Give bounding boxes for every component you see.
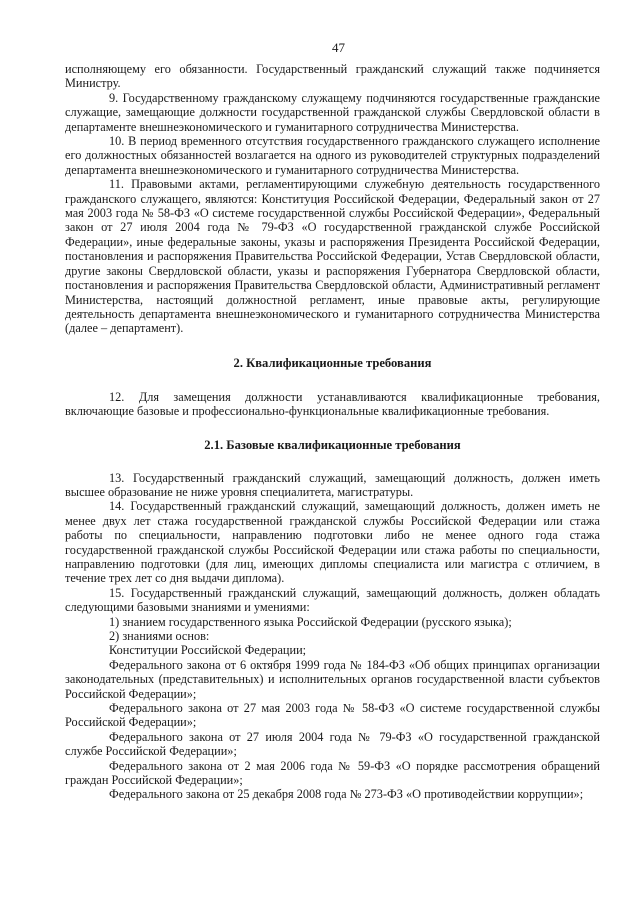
paragraph-12: 12. Для замещения должности устанавливаются квалификационные требования, включающие базовые и профессионально-функциональные квалификационные требования. [65, 389, 600, 419]
paragraph-9: 9. Государственному гражданскому служащему подчиняются государственные гражданские служащие, замещающие должности государственной гражданской службы Свердловской области в департаменте внешнеэкономического и гуманитарного сотрудничества Министерства. [65, 90, 600, 134]
list-item-1: 1) знанием государственного языка Российской Федерации (русского языка); [109, 614, 512, 629]
paragraph-13: 13. Государственный гражданский служащий, замещающий должность, должен иметь высшее образование не ниже уровня специалитета, магистратуры. [65, 470, 600, 499]
paragraph-continuation: исполняющему его обязанности. Государственный гражданский служащий также подчиняется Министру. [65, 62, 600, 91]
list-item-2: 2) знаниями основ: [109, 629, 210, 643]
paragraph-15: 15. Государственный гражданский служащий, замещающий должность, должен обладать следующими базовыми знаниями и умениями: [65, 585, 600, 615]
law-58-fz: Федерального закона от 27 мая 2003 года № 58-ФЗ «О системе государственной службы Российской Федерации»; [65, 701, 600, 730]
document-page [65, 0, 600, 802]
law-59-fz: Федерального закона от 2 мая 2006 года № 59-ФЗ «О порядке рассмотрения обращений граждан Российской Федерации»; [65, 758, 600, 788]
law-184-fz: Федерального закона от 6 октября 1999 года № 184-ФЗ «Об общих принципах организации законодательных (представительных) и исполнительных органов государственной власти субъектов Российской Федерации»; [65, 657, 600, 701]
section-heading-2-1: 2.1. Базовые квалификационные требования [204, 437, 461, 452]
paragraph-10: 10. В период временного отсутствия государственного гражданского служащего исполнение его должностных обязанностей возлагается на одного из руководителей структурных подразделений департамента внешнеэкономического и гуманитарного сотрудничества Министерства. [65, 134, 600, 177]
page-number: 47 [332, 40, 345, 55]
paragraph-14: 14. Государственный гражданский служащий, замещающий должность, должен иметь не менее двух лет стажа государственной гражданской службы Российской Федерации или стажа работы по специальности, направлению подготовки либо не менее одного года стажа государственной гражданской службы Российской Федерации или стажа работы по специальности, направлению подготовки (для лиц, имеющих дипломы специалиста или магистра с отличием, в течение трех лет со дня выдачи диплома). [65, 499, 600, 586]
law-79-fz: Федерального закона от 27 июля 2004 года № 79-ФЗ «О государственной гражданской службе Российской Федерации»; [65, 729, 600, 759]
section-heading-2: 2. Квалификационные требования [233, 355, 432, 370]
paragraph-11: 11. Правовыми актами, регламентирующими служебную деятельность государственного гражданского служащего, являются: Конституция Российской Федерации, Федеральный закон от 27 мая 2003 года № 58-ФЗ «О системе государственной службы Российской Федерации», Федеральный закон от 27 июля 2004 года № 79-ФЗ «О государственной гражданской службе Российской Федерации», иные федеральные законы, указы и распоряжения Президента Российской Федерации, постановления и распоряжения Правительства Российской Федерации, Устав Свердловской области, другие законы Свердловской области, указы и распоряжения Губернатора Свердловской области, постановления и распоряжения Правительства Свердловской области, Административный регламент Министерства, настоящий должностной регламент, иные правовые акты, регулирующие деятельность департамента внешнеэкономического и гуманитарного сотрудничества Министерства (далее – департамент). [65, 177, 600, 336]
law-constitution: Конституции Российской Федерации; [109, 643, 307, 658]
law-273-fz: Федерального закона от 25 декабря 2008 года № 273-ФЗ «О противодействии коррупции»; [109, 787, 584, 802]
